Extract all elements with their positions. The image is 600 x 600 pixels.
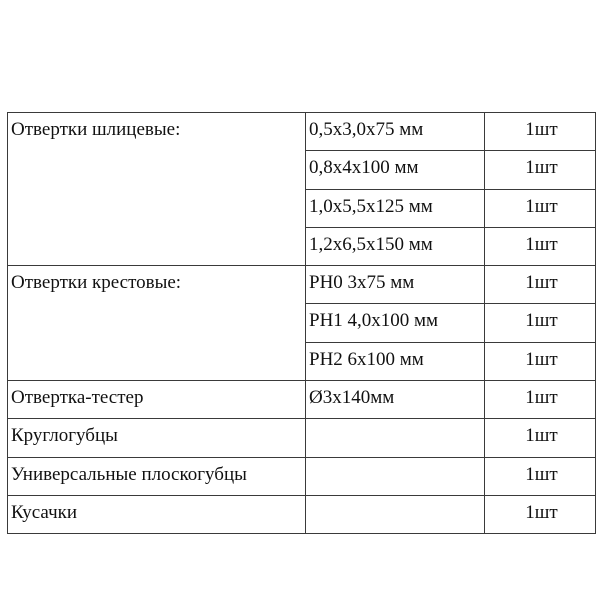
- tool-set-table: [7, 112, 596, 534]
- item-spec-cell: PH0 3x75 мм: [306, 266, 485, 304]
- item-qty-cell: 1шт: [485, 304, 596, 342]
- item-spec-cell: PH1 4,0x100 мм: [306, 304, 485, 342]
- item-spec-cell: PH2 6x100 мм: [306, 342, 485, 380]
- item-spec-cell: 1,2x6,5x150 мм: [306, 227, 485, 265]
- item-qty-cell: 1шт: [485, 495, 596, 533]
- item-qty-cell: 1шт: [485, 419, 596, 457]
- item-name-cell: Кусачки: [8, 495, 306, 533]
- table-row: [8, 266, 596, 304]
- item-spec-cell: [306, 495, 485, 533]
- item-spec-cell: 0,5x3,0x75 мм: [306, 113, 485, 151]
- item-spec-cell: Ø3x140мм: [306, 381, 485, 419]
- item-spec-cell: 0,8x4x100 мм: [306, 151, 485, 189]
- table-row: [8, 381, 596, 419]
- item-name-cell: Круглогубцы: [8, 419, 306, 457]
- item-name-cell: Отвертка-тестер: [8, 381, 306, 419]
- table-row: [8, 495, 596, 533]
- item-qty-cell: 1шт: [485, 381, 596, 419]
- item-spec-cell: [306, 419, 485, 457]
- table-row: [8, 113, 596, 151]
- table-row: [8, 419, 596, 457]
- table-row: [8, 457, 596, 495]
- item-qty-cell: 1шт: [485, 151, 596, 189]
- item-spec-cell: 1,0x5,5x125 мм: [306, 189, 485, 227]
- item-qty-cell: 1шт: [485, 227, 596, 265]
- item-name-cell: Отвертки шлицевые:: [8, 113, 306, 266]
- item-qty-cell: 1шт: [485, 342, 596, 380]
- item-qty-cell: 1шт: [485, 457, 596, 495]
- item-spec-cell: [306, 457, 485, 495]
- item-qty-cell: 1шт: [485, 113, 596, 151]
- item-name-cell: Универсальные плоскогубцы: [8, 457, 306, 495]
- item-name-cell: Отвертки крестовые:: [8, 266, 306, 381]
- item-qty-cell: 1шт: [485, 266, 596, 304]
- item-qty-cell: 1шт: [485, 189, 596, 227]
